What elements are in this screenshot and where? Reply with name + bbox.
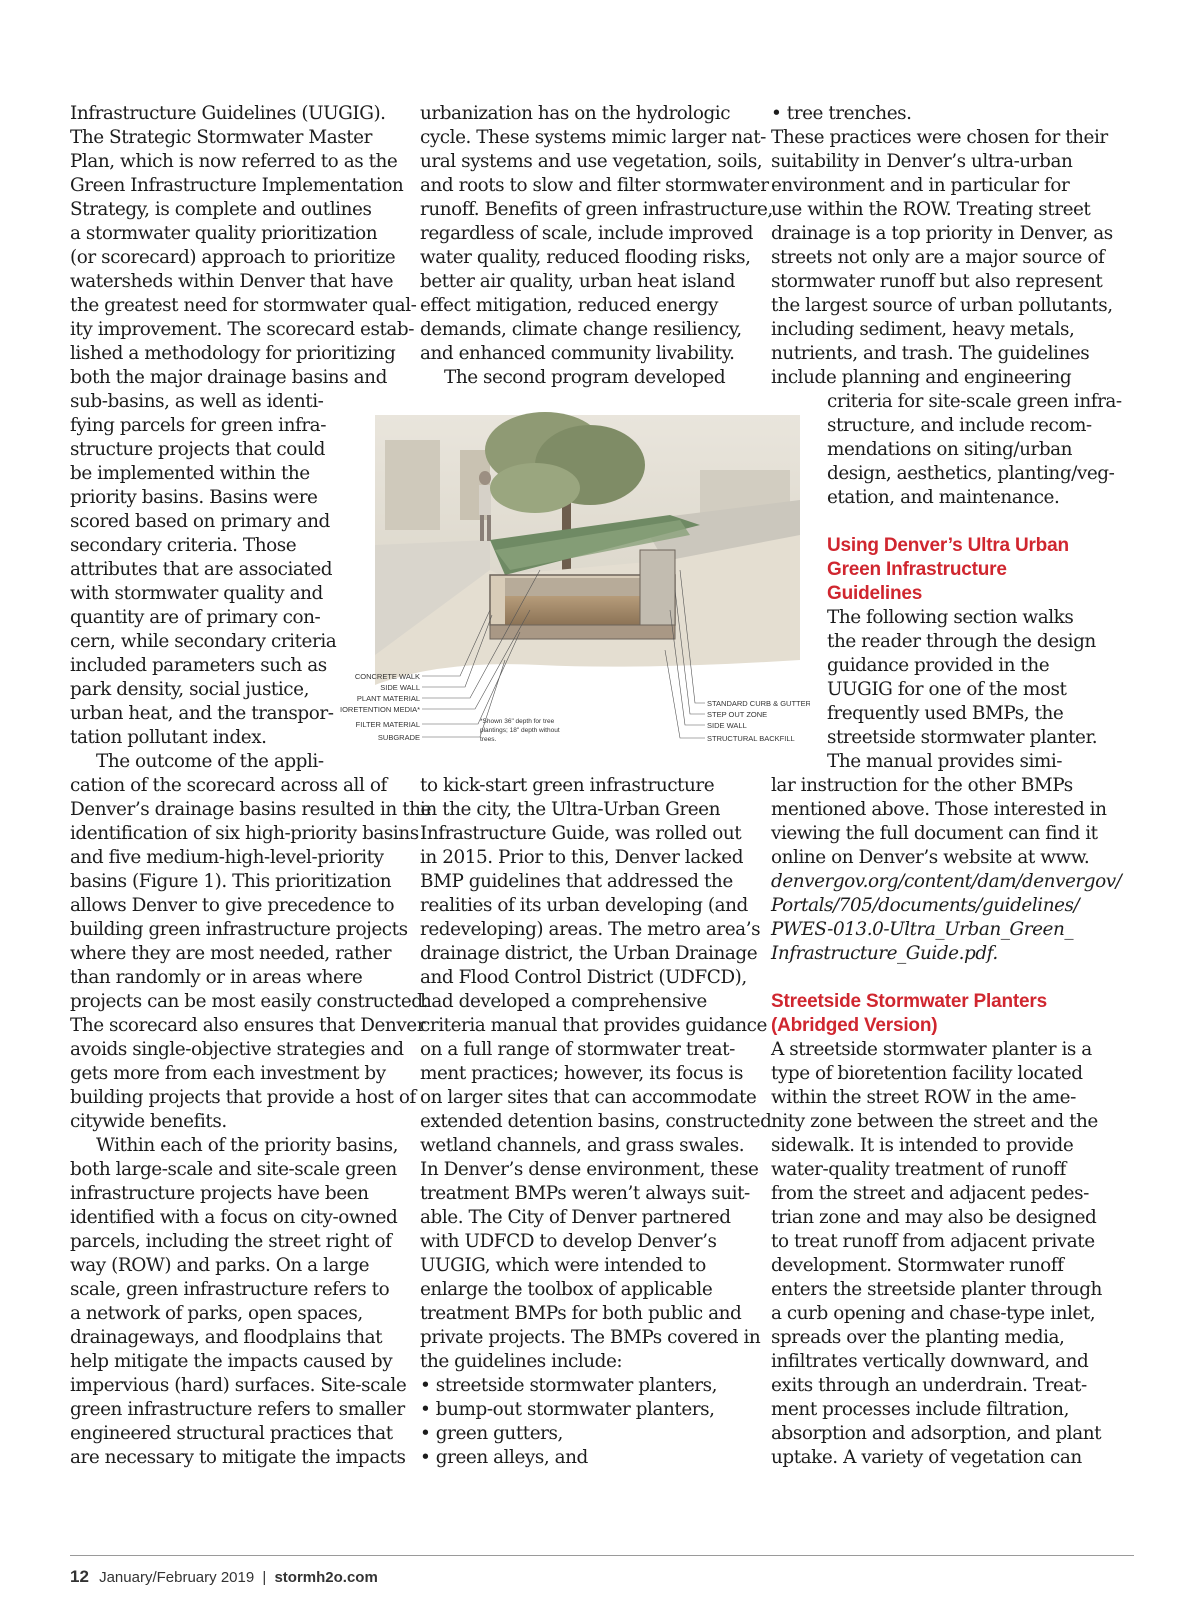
text-line: urbanization has on the hydrologic bbox=[420, 103, 731, 124]
label-side-wall: SIDE WALL bbox=[380, 683, 420, 692]
text-line: • tree trenches. bbox=[771, 103, 912, 124]
text-line: drainageways, and floodplains that bbox=[70, 1327, 383, 1348]
text-line: included parameters such as bbox=[70, 655, 327, 676]
text-line: Infrastructure Guidelines (UUGIG). bbox=[70, 103, 386, 124]
text-line: demands, climate change resiliency, bbox=[420, 319, 742, 340]
text-line: The Strategic Stormwater Master bbox=[70, 127, 372, 148]
text-line: include planning and engineering bbox=[771, 367, 1072, 388]
text-line: green infrastructure refers to smaller bbox=[70, 1399, 405, 1420]
text-line: allows Denver to give precedence to bbox=[70, 895, 395, 916]
text-line: engineered structural practices that bbox=[70, 1423, 393, 1444]
text-line: lished a methodology for prioritizing bbox=[70, 343, 396, 364]
text-line: PWES-013.0-Ultra_Urban_Green_ bbox=[771, 919, 1074, 940]
text-line: Infrastructure_Guide.pdf. bbox=[771, 943, 998, 964]
text-line: on a full range of stormwater treat- bbox=[420, 1039, 735, 1060]
note-line: plantings; 18" depth without bbox=[480, 727, 560, 734]
text-line: identification of six high-priority basins bbox=[70, 823, 419, 844]
text-line: use within the ROW. Treating street bbox=[771, 199, 1091, 220]
text-line: sub-basins, as well as identi- bbox=[70, 391, 324, 412]
tree-canopy bbox=[490, 463, 580, 513]
text-line: absorption and adsorption, and plant bbox=[771, 1423, 1102, 1444]
text-line: treatment BMPs for both public and bbox=[420, 1303, 742, 1324]
text-line: on larger sites that can accommodate bbox=[420, 1087, 757, 1108]
text-line: to kick-start green infrastructure bbox=[420, 775, 715, 796]
text-line: effect mitigation, reduced energy bbox=[420, 295, 718, 316]
text-line: streets not only are a major source of bbox=[771, 247, 1105, 268]
text-line: ity improvement. The scorecard estab- bbox=[70, 319, 414, 340]
text-line: uptake. A variety of vegetation can bbox=[771, 1447, 1082, 1468]
text-line: • streetside stormwater planters, bbox=[420, 1375, 718, 1396]
text-line: A streetside stormwater planter is a bbox=[771, 1039, 1092, 1060]
text-line: impervious (hard) surfaces. Site-scale bbox=[70, 1375, 407, 1396]
text-line: infiltrates vertically downward, and bbox=[771, 1351, 1089, 1372]
text-line: Infrastructure Guide, was rolled out bbox=[420, 823, 742, 844]
text-line: quantity are of primary con- bbox=[70, 607, 321, 628]
text-line: structure projects that could bbox=[70, 439, 325, 460]
text-line: Denver’s drainage basins resulted in the bbox=[70, 799, 431, 820]
label-structural-backfill: STRUCTURAL BACKFILL bbox=[707, 734, 795, 743]
text-line: drainage district, the Urban Drainage bbox=[420, 943, 758, 964]
label-standard-curb-gutter: STANDARD CURB & GUTTER bbox=[707, 699, 810, 708]
text-line: drainage is a top priority in Denver, as bbox=[771, 223, 1113, 244]
section-heading-line: (Abridged Version) bbox=[771, 1015, 938, 1036]
note-line: trees. bbox=[480, 736, 497, 743]
text-line: water quality, reduced flooding risks, bbox=[420, 247, 751, 268]
text-line: within the street ROW in the ame- bbox=[771, 1087, 1076, 1108]
text-line: a stormwater quality prioritization bbox=[70, 223, 378, 244]
text-line: development. Stormwater runoff bbox=[771, 1255, 1064, 1276]
text-line: water-quality treatment of runoff bbox=[771, 1159, 1066, 1180]
text-line: sidewalk. It is intended to provide bbox=[771, 1135, 1074, 1156]
text-line: mentioned above. Those interested in bbox=[771, 799, 1107, 820]
text-line: the largest source of urban pollutants, bbox=[771, 295, 1113, 316]
footer-separator: | bbox=[262, 1569, 267, 1586]
building-window bbox=[385, 440, 440, 530]
text-line: ment processes include filtration, bbox=[771, 1399, 1069, 1420]
text-line: parcels, including the street right of bbox=[70, 1231, 392, 1252]
text-line: design, aesthetics, planting/veg- bbox=[827, 463, 1115, 484]
text-line: including sediment, heavy metals, bbox=[771, 319, 1075, 340]
text-line: The second program developed bbox=[444, 367, 726, 388]
text-line: urban heat, and the transpor- bbox=[70, 703, 334, 724]
text-line: In Denver’s dense environment, these bbox=[420, 1159, 759, 1180]
label-subgrade: SUBGRADE bbox=[377, 733, 420, 742]
note-line: *Shown 36" depth for tree bbox=[480, 718, 555, 725]
text-line: The manual provides simi- bbox=[827, 751, 1063, 772]
text-line: criteria manual that provides guidance bbox=[420, 1015, 767, 1036]
text-line: park density, social justice, bbox=[70, 679, 309, 700]
text-line: the reader through the design bbox=[827, 631, 1096, 652]
text-line: from the street and adjacent pedes- bbox=[771, 1183, 1089, 1204]
text-line: frequently used BMPs, the bbox=[827, 703, 1064, 724]
text-line: suitability in Denver’s ultra-urban bbox=[771, 151, 1073, 172]
text-line: where they are most needed, rather bbox=[70, 943, 392, 964]
section-heading-line: Green Infrastructure bbox=[827, 559, 1007, 580]
section-heading-line: Guidelines bbox=[827, 583, 923, 604]
text-line: projects can be most easily constructed. bbox=[70, 991, 428, 1012]
text-line: trian zone and may also be designed bbox=[771, 1207, 1097, 1228]
text-line: fying parcels for green infra- bbox=[70, 415, 326, 436]
text-line: be implemented within the bbox=[70, 463, 310, 484]
label-concrete-walk: CONCRETE WALK bbox=[354, 672, 420, 681]
pedestrian bbox=[479, 471, 491, 485]
text-line: scored based on primary and bbox=[70, 511, 330, 532]
text-line: treatment BMPs weren’t always suit- bbox=[420, 1183, 750, 1204]
text-line: secondary criteria. Those bbox=[70, 535, 297, 556]
text-line: viewing the full document can find it bbox=[771, 823, 1098, 844]
text-line: (or scorecard) approach to prioritize bbox=[70, 247, 396, 268]
text-line: cation of the scorecard across all of bbox=[70, 775, 387, 796]
text-line: ment practices; however, its focus is bbox=[420, 1063, 743, 1084]
section-heading-line: Streetside Stormwater Planters bbox=[771, 991, 1047, 1012]
text-line: private projects. The BMPs covered in bbox=[420, 1327, 761, 1348]
text-line: and roots to slow and filter stormwater bbox=[420, 175, 769, 196]
figure-note bbox=[480, 718, 560, 743]
text-line: Strategy, is complete and outlines bbox=[70, 199, 372, 220]
text-line: The following section walks bbox=[827, 607, 1074, 628]
text-line: ural systems and use vegetation, soils, bbox=[420, 151, 763, 172]
text-line: with stormwater quality and bbox=[70, 583, 323, 604]
text-line: the greatest need for stormwater qual- bbox=[70, 295, 417, 316]
text-line: than randomly or in areas where bbox=[70, 967, 363, 988]
text-line: enlarge the toolbox of applicable bbox=[420, 1279, 713, 1300]
label-filter-material: FILTER MATERIAL bbox=[355, 720, 420, 729]
text-line: extended detention basins, constructed bbox=[420, 1111, 772, 1132]
page-number: 12 bbox=[70, 1567, 89, 1586]
text-line: cern, while secondary criteria bbox=[70, 631, 337, 652]
label-plant-material: PLANT MATERIAL bbox=[356, 694, 420, 703]
text-line: structure, and include recom- bbox=[827, 415, 1092, 436]
text-line: • green gutters, bbox=[420, 1423, 563, 1444]
text-line: online on Denver’s website at www. bbox=[771, 847, 1090, 868]
text-line: attributes that are associated bbox=[70, 559, 333, 580]
text-line: in the city, the Ultra-Urban Green bbox=[420, 799, 720, 820]
text-line: way (ROW) and parks. On a large bbox=[70, 1255, 370, 1276]
text-line: Within each of the priority basins, bbox=[96, 1135, 399, 1156]
text-line: building green infrastructure projects bbox=[70, 919, 408, 940]
left-labels bbox=[340, 672, 420, 742]
text-line: exits through an underdrain. Treat- bbox=[771, 1375, 1087, 1396]
text-line: and Flood Control District (UDFCD), bbox=[420, 967, 747, 988]
text-line: BMP guidelines that addressed the bbox=[420, 871, 733, 892]
text-line: and five medium-high-level-priority bbox=[70, 847, 384, 868]
text-line: type of bioretention facility located bbox=[771, 1063, 1083, 1084]
text-line: both the major drainage basins and bbox=[70, 367, 387, 388]
site-name: stormh2o.com bbox=[274, 1569, 378, 1586]
text-line: • bump-out stormwater planters, bbox=[420, 1399, 715, 1420]
text-line: basins (Figure 1). This prioritization bbox=[70, 871, 392, 892]
text-line: are necessary to mitigate the impacts bbox=[70, 1447, 406, 1468]
issue-date: January/February 2019 bbox=[99, 1569, 255, 1586]
text-line: redeveloping) areas. The metro area’s bbox=[420, 919, 761, 940]
text-line: in 2015. Prior to this, Denver lacked bbox=[420, 847, 744, 868]
text-line: help mitigate the impacts caused by bbox=[70, 1351, 393, 1372]
label-step-out-zone: STEP OUT ZONE bbox=[707, 710, 768, 719]
text-line: guidance provided in the bbox=[827, 655, 1050, 676]
text-line: a curb opening and chase-type inlet, bbox=[771, 1303, 1096, 1324]
text-line: to treat runoff from adjacent private bbox=[771, 1231, 1095, 1252]
text-line: realities of its urban developing (and bbox=[420, 895, 748, 916]
text-line: enters the streetside planter through bbox=[771, 1279, 1102, 1300]
bioretention-media bbox=[505, 596, 660, 625]
text-line: cycle. These systems mimic larger nat- bbox=[420, 127, 766, 148]
label-side-wall-right: SIDE WALL bbox=[707, 721, 747, 730]
text-line: These practices were chosen for their bbox=[771, 127, 1108, 148]
right-labels bbox=[707, 699, 810, 743]
text-line: infrastructure projects have been bbox=[70, 1183, 369, 1204]
text-line: denvergov.org/content/dam/denvergov/ bbox=[771, 871, 1122, 892]
text-line: better air quality, urban heat island bbox=[420, 271, 735, 292]
text-line: with UDFCD to develop Denver’s bbox=[420, 1231, 717, 1252]
text-line: the guidelines include: bbox=[420, 1351, 623, 1372]
text-line: The scorecard also ensures that Denver bbox=[70, 1015, 426, 1036]
text-line: gets more from each investment by bbox=[70, 1063, 386, 1084]
footer-rule bbox=[70, 1555, 1134, 1556]
label-bioretention-media: BIORETENTION MEDIA* bbox=[340, 705, 420, 714]
text-line: UUGIG for one of the most bbox=[827, 679, 1067, 700]
text-line: The outcome of the appli- bbox=[96, 751, 324, 772]
text-line: regardless of scale, include improved bbox=[420, 223, 753, 244]
text-line: both large-scale and site-scale green bbox=[70, 1159, 397, 1180]
text-line: spreads over the planting media, bbox=[771, 1327, 1065, 1348]
text-line: Portals/705/documents/guidelines/ bbox=[771, 895, 1080, 916]
text-line: Plan, which is now referred to as the bbox=[70, 151, 398, 172]
pedestrian-leg bbox=[480, 515, 484, 541]
ponding-zone bbox=[505, 578, 660, 596]
text-line: citywide benefits. bbox=[70, 1111, 227, 1132]
text-line: runoff. Benefits of green infrastructure, bbox=[420, 199, 773, 220]
planter-diagram bbox=[340, 410, 810, 770]
text-line: stormwater runoff but also represent bbox=[771, 271, 1103, 292]
text-line: wetland channels, and grass swales. bbox=[420, 1135, 745, 1156]
text-line: avoids single-objective strategies and bbox=[70, 1039, 404, 1060]
text-line: nutrients, and trash. The guidelines bbox=[771, 343, 1090, 364]
page-footer bbox=[70, 1567, 378, 1587]
text-line: priority basins. Basins were bbox=[70, 487, 318, 508]
text-line: able. The City of Denver partnered bbox=[420, 1207, 731, 1228]
text-line: a network of parks, open spaces, bbox=[70, 1303, 363, 1324]
text-line: building projects that provide a host of bbox=[70, 1087, 416, 1108]
text-line: tation pollutant index. bbox=[70, 727, 267, 748]
side-wall bbox=[640, 550, 675, 625]
text-line: had developed a comprehensive bbox=[420, 991, 707, 1012]
text-line: identified with a focus on city-owned bbox=[70, 1207, 398, 1228]
text-line: and enhanced community livability. bbox=[420, 343, 735, 364]
pedestrian-leg bbox=[487, 515, 491, 541]
text-line: environment and in particular for bbox=[771, 175, 1070, 196]
text-line: streetside stormwater planter. bbox=[827, 727, 1098, 748]
text-line: • green alleys, and bbox=[420, 1447, 588, 1468]
text-line: nity zone between the street and the bbox=[771, 1111, 1098, 1132]
text-line: Green Infrastructure Implementation bbox=[70, 175, 404, 196]
text-line: scale, green infrastructure refers to bbox=[70, 1279, 390, 1300]
text-line: mendations on siting/urban bbox=[827, 439, 1073, 460]
text-line: lar instruction for the other BMPs bbox=[771, 775, 1073, 796]
planter-cross-section-figure bbox=[340, 410, 810, 770]
pedestrian-body bbox=[479, 485, 491, 515]
text-line: criteria for site-scale green infra- bbox=[827, 391, 1122, 412]
text-line: etation, and maintenance. bbox=[827, 487, 1060, 508]
text-line: watersheds within Denver that have bbox=[70, 271, 394, 292]
text-line: UUGIG, which were intended to bbox=[420, 1255, 706, 1276]
section-heading-line: Using Denver’s Ultra Urban bbox=[827, 535, 1069, 556]
